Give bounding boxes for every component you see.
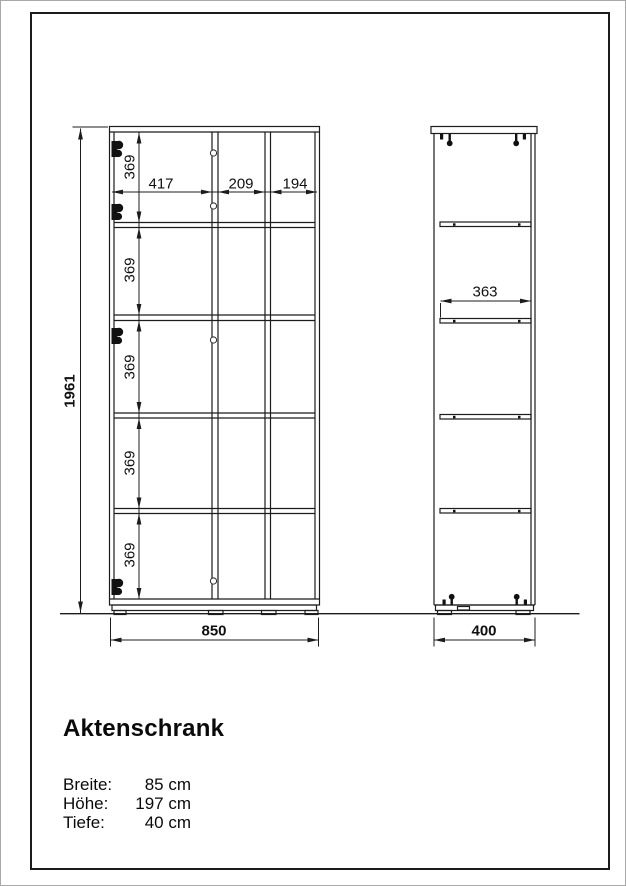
dimension-lines xyxy=(73,127,536,647)
spec-label: Breite: xyxy=(63,775,113,794)
spec-label: Höhe: xyxy=(63,794,109,813)
dimension-arrowheads xyxy=(78,129,535,643)
front-dividers xyxy=(212,132,271,599)
side-shelf-pins xyxy=(453,223,521,512)
spec-row xyxy=(63,775,191,794)
spec-label: Tiefe: xyxy=(63,813,105,832)
dim-shelf-depth-label: 363 xyxy=(472,283,498,301)
front-shelves xyxy=(114,223,315,514)
spec-value: 85 cm xyxy=(144,775,191,794)
spec-list xyxy=(63,775,191,832)
dim-compartment-height-label: 369 xyxy=(121,354,139,380)
spec-value: 197 cm xyxy=(135,794,191,813)
info-block xyxy=(63,715,323,832)
side-top-fittings xyxy=(440,134,526,146)
side-view xyxy=(431,127,537,615)
front-pin-holes xyxy=(210,150,216,584)
product-title: Aktenschrank xyxy=(63,715,225,742)
hinge-marker xyxy=(112,328,124,344)
dim-compartment-height-label: 369 xyxy=(121,450,139,476)
dim-overall-height xyxy=(73,127,109,613)
dim-shelf-depth xyxy=(441,301,532,318)
spec-value: 40 cm xyxy=(144,813,191,832)
dim-compartment-width-label: 209 xyxy=(228,175,254,193)
side-bottom-fittings xyxy=(443,594,528,605)
front-view xyxy=(110,127,320,615)
spec-row xyxy=(63,813,191,832)
dim-overall-height-label: 1961 xyxy=(61,374,79,408)
hinge-marker xyxy=(112,204,124,220)
front-carcass-outline xyxy=(110,127,320,606)
dim-compartment-width-label: 194 xyxy=(282,175,308,193)
spec-row xyxy=(63,794,191,813)
hinge-marker xyxy=(112,579,124,595)
dim-compartment-height-label: 369 xyxy=(121,154,139,180)
side-top-panel xyxy=(431,127,537,134)
dim-compartment-height-label: 369 xyxy=(121,257,139,283)
side-shelves xyxy=(440,222,531,513)
dim-compartment-width-label: 417 xyxy=(148,175,174,193)
dim-compartment-height-label: 369 xyxy=(121,542,139,568)
dim-overall-depth-label: 400 xyxy=(471,622,497,640)
dim-overall-width-label: 850 xyxy=(201,622,227,640)
